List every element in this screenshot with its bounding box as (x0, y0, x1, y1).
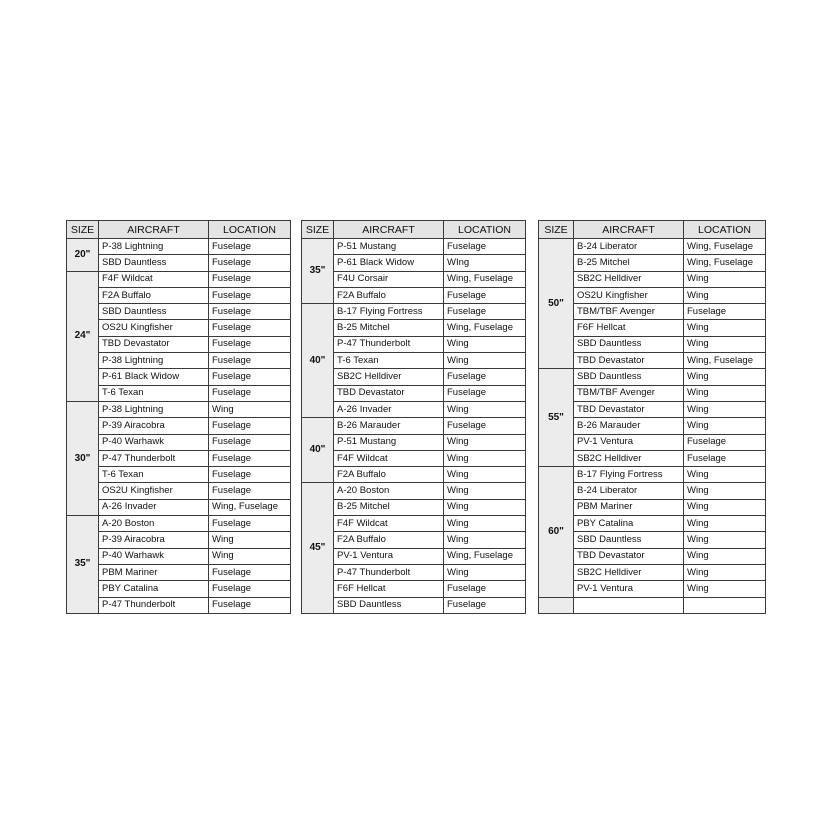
location-cell: Fuselage (444, 239, 526, 255)
aircraft-cell: PV-1 Ventura (574, 434, 684, 450)
table-row (67, 564, 291, 580)
table-row (67, 532, 291, 548)
location-cell: Wing, Fuselage (684, 353, 766, 369)
aircraft-cell: SBD Dauntless (574, 532, 684, 548)
table-row (302, 499, 526, 515)
location-cell: Fuselage (209, 597, 291, 613)
table-row (67, 271, 291, 287)
aircraft-cell: B-25 Mitchel (574, 255, 684, 271)
table-row (302, 516, 526, 532)
location-cell: Fuselage (209, 353, 291, 369)
location-cell: Wing (684, 287, 766, 303)
size-cell: 45" (302, 483, 334, 613)
aircraft-cell: OS2U Kingfisher (574, 287, 684, 303)
table-row (67, 401, 291, 417)
table-row (302, 434, 526, 450)
table-row (67, 255, 291, 271)
size-cell (539, 597, 574, 613)
aircraft-cell: SBD Dauntless (99, 255, 209, 271)
table-row (539, 336, 766, 352)
aircraft-cell: P-39 Airacobra (99, 532, 209, 548)
location-cell: Fuselage (209, 581, 291, 597)
aircraft-cell: PBM Mariner (99, 564, 209, 580)
size-cell: 40" (302, 304, 334, 418)
location-cell: Wing (684, 564, 766, 580)
location-cell: Fuselage (444, 581, 526, 597)
location-cell: Fuselage (209, 434, 291, 450)
aircraft-cell: SBD Dauntless (574, 369, 684, 385)
table-row (67, 597, 291, 613)
aircraft-cell: TBM/TBF Avenger (574, 304, 684, 320)
location-cell: Wing, Fuselage (684, 255, 766, 271)
table-row (539, 532, 766, 548)
table-row (302, 353, 526, 369)
table-row (67, 548, 291, 564)
location-cell: Fuselage (209, 467, 291, 483)
table-row (67, 450, 291, 466)
size-cell: 35" (67, 516, 99, 614)
size-table-3 (538, 220, 766, 614)
location-cell: Fuselage (209, 418, 291, 434)
table-row (67, 483, 291, 499)
aircraft-cell: F4F Wildcat (334, 516, 444, 532)
aircraft-cell: P-38 Lightning (99, 239, 209, 255)
aircraft-cell: F4U Corsair (334, 271, 444, 287)
location-cell: Fuselage (209, 450, 291, 466)
header-row (539, 221, 766, 239)
aircraft-cell (574, 597, 684, 613)
aircraft-cell: SBD Dauntless (334, 597, 444, 613)
location-cell: Wing (444, 467, 526, 483)
table-row (302, 255, 526, 271)
aircraft-cell: SBD Dauntless (574, 336, 684, 352)
size-table-1 (66, 220, 291, 614)
aircraft-cell: SBD Dauntless (99, 304, 209, 320)
table-row (539, 597, 766, 613)
aircraft-cell: P-47 Thunderbolt (99, 450, 209, 466)
location-cell: Wing (444, 564, 526, 580)
aircraft-cell: B-26 Marauder (574, 418, 684, 434)
aircraft-cell: SB2C Helldiver (574, 564, 684, 580)
size-cell: 24" (67, 271, 99, 401)
location-cell: Wing (209, 401, 291, 417)
aircraft-cell: P-40 Warhawk (99, 434, 209, 450)
location-cell: Wing (684, 499, 766, 515)
table-row (302, 483, 526, 499)
header-row (302, 221, 526, 239)
location-cell: Wing (444, 516, 526, 532)
table-row (302, 369, 526, 385)
location-cell: Wing (684, 548, 766, 564)
location-cell: Wing (684, 418, 766, 434)
location-cell: Wing (444, 401, 526, 417)
aircraft-cell: F2A Buffalo (334, 532, 444, 548)
table-row (539, 287, 766, 303)
size-header: SIZE (302, 221, 334, 239)
location-cell: Fuselage (209, 385, 291, 401)
table-row (539, 255, 766, 271)
location-cell: Wing (444, 434, 526, 450)
size-table-2 (301, 220, 526, 614)
table-row (67, 304, 291, 320)
aircraft-cell: F4F Wildcat (334, 450, 444, 466)
location-cell: Wing, Fuselage (209, 499, 291, 515)
table-row (539, 499, 766, 515)
table-body (67, 239, 291, 614)
location-cell: Fuselage (209, 483, 291, 499)
location-header: LOCATION (684, 221, 766, 239)
table-row (67, 385, 291, 401)
location-cell: Wing (684, 467, 766, 483)
aircraft-cell: T-6 Texan (99, 467, 209, 483)
aircraft-cell: A-26 Invader (334, 401, 444, 417)
location-cell: Wing (209, 548, 291, 564)
aircraft-cell: P-38 Lightning (99, 401, 209, 417)
aircraft-cell: F4F Wildcat (99, 271, 209, 287)
aircraft-cell: TBD Devastator (574, 401, 684, 417)
location-cell: Wing (684, 516, 766, 532)
table-row (539, 483, 766, 499)
table-row (67, 336, 291, 352)
table-row (302, 597, 526, 613)
location-cell (684, 597, 766, 613)
location-cell: Wing, Fuselage (444, 548, 526, 564)
aircraft-cell: A-20 Boston (99, 516, 209, 532)
table-row (67, 239, 291, 255)
location-cell: Wing (444, 532, 526, 548)
aircraft-cell: P-61 Black Widow (334, 255, 444, 271)
location-cell: Wing (444, 450, 526, 466)
location-cell: Fuselage (684, 434, 766, 450)
aircraft-header: AIRCRAFT (334, 221, 444, 239)
aircraft-cell: B-25 Mitchel (334, 320, 444, 336)
table-row (67, 287, 291, 303)
location-cell: Fuselage (209, 564, 291, 580)
aircraft-header: AIRCRAFT (574, 221, 684, 239)
size-cell: 55" (539, 369, 574, 467)
aircraft-cell: TBM/TBF Avenger (574, 385, 684, 401)
size-cell: 35" (302, 239, 334, 304)
table-row (539, 385, 766, 401)
aircraft-cell: SB2C Helldiver (574, 271, 684, 287)
aircraft-cell: F6F Hellcat (334, 581, 444, 597)
table-row (67, 516, 291, 532)
location-cell: Fuselage (209, 516, 291, 532)
location-cell: Wing (444, 499, 526, 515)
aircraft-cell: F2A Buffalo (334, 287, 444, 303)
aircraft-cell: B-17 Flying Fortress (574, 467, 684, 483)
location-cell: Fuselage (209, 255, 291, 271)
aircraft-cell: T-6 Texan (99, 385, 209, 401)
table-row (302, 418, 526, 434)
table-row (302, 320, 526, 336)
location-cell: Fuselage (209, 271, 291, 287)
aircraft-cell: SB2C Helldiver (574, 450, 684, 466)
location-cell: Fuselage (209, 369, 291, 385)
aircraft-cell: B-17 Flying Fortress (334, 304, 444, 320)
location-cell: Fuselage (444, 597, 526, 613)
table-row (539, 304, 766, 320)
table-row (67, 581, 291, 597)
location-cell: Wing, Fuselage (444, 271, 526, 287)
aircraft-cell: A-26 Invader (99, 499, 209, 515)
aircraft-cell: SB2C Helldiver (334, 369, 444, 385)
aircraft-cell: OS2U Kingfisher (99, 320, 209, 336)
table-row (539, 239, 766, 255)
aircraft-cell: TBD Devastator (99, 336, 209, 352)
table-row (539, 548, 766, 564)
aircraft-cell: P-61 Black Widow (99, 369, 209, 385)
table-row (302, 581, 526, 597)
location-cell: Fuselage (444, 369, 526, 385)
location-cell: Wing, Fuselage (684, 239, 766, 255)
location-cell: Fuselage (209, 239, 291, 255)
table-row (539, 320, 766, 336)
aircraft-cell: P-47 Thunderbolt (99, 597, 209, 613)
aircraft-cell: B-24 Liberator (574, 239, 684, 255)
table-row (539, 450, 766, 466)
aircraft-cell: TBD Devastator (574, 353, 684, 369)
table-row (67, 418, 291, 434)
location-cell: Fuselage (444, 385, 526, 401)
size-cell: 60" (539, 467, 574, 597)
location-cell: Fuselage (684, 304, 766, 320)
aircraft-cell: P-51 Mustang (334, 239, 444, 255)
location-cell: Fuselage (684, 450, 766, 466)
aircraft-cell: B-25 Mitchel (334, 499, 444, 515)
table-row (539, 467, 766, 483)
size-header: SIZE (67, 221, 99, 239)
location-header: LOCATION (444, 221, 526, 239)
aircraft-cell: F2A Buffalo (99, 287, 209, 303)
table-row (302, 385, 526, 401)
aircraft-cell: OS2U Kingfisher (99, 483, 209, 499)
location-cell: Fuselage (209, 320, 291, 336)
location-cell: Wing (684, 385, 766, 401)
location-cell: Fuselage (209, 287, 291, 303)
table-row (539, 418, 766, 434)
table-row (67, 369, 291, 385)
aircraft-cell: P-47 Thunderbolt (334, 336, 444, 352)
aircraft-cell: T-6 Texan (334, 353, 444, 369)
aircraft-cell: P-47 Thunderbolt (334, 564, 444, 580)
location-cell: Fuselage (444, 287, 526, 303)
location-cell: Wing (684, 271, 766, 287)
location-cell: Wing (684, 336, 766, 352)
aircraft-cell: P-51 Mustang (334, 434, 444, 450)
aircraft-cell: TBD Devastator (574, 548, 684, 564)
table-row (302, 287, 526, 303)
aircraft-cell: A-20 Boston (334, 483, 444, 499)
table-row (539, 271, 766, 287)
table-row (302, 548, 526, 564)
table-row (539, 434, 766, 450)
table-row (302, 304, 526, 320)
table-row (302, 564, 526, 580)
aircraft-cell: F6F Hellcat (574, 320, 684, 336)
table-row (539, 369, 766, 385)
location-cell: Wing, Fuselage (444, 320, 526, 336)
aircraft-cell: PV-1 Ventura (574, 581, 684, 597)
aircraft-cell: B-26 Marauder (334, 418, 444, 434)
table-body (302, 239, 526, 614)
location-cell: Wing (684, 320, 766, 336)
header-row (67, 221, 291, 239)
aircraft-cell: F2A Buffalo (334, 467, 444, 483)
table-row (539, 516, 766, 532)
table-row (539, 581, 766, 597)
location-cell: Fuselage (444, 418, 526, 434)
size-header: SIZE (539, 221, 574, 239)
table-row (67, 353, 291, 369)
table-body (539, 239, 766, 614)
aircraft-header: AIRCRAFT (99, 221, 209, 239)
table-row (302, 532, 526, 548)
location-cell: Wing (684, 369, 766, 385)
size-cell: 20" (67, 239, 99, 272)
size-cell: 30" (67, 401, 99, 515)
aircraft-cell: P-39 Airacobra (99, 418, 209, 434)
table-row (302, 467, 526, 483)
table-row (67, 434, 291, 450)
location-cell: Fuselage (444, 304, 526, 320)
table-row (302, 401, 526, 417)
aircraft-cell: B-24 Liberator (574, 483, 684, 499)
table-row (302, 239, 526, 255)
location-cell: Wing (684, 581, 766, 597)
aircraft-cell: PBY Catalina (99, 581, 209, 597)
table-row (302, 450, 526, 466)
size-cell: 50" (539, 239, 574, 369)
location-header: LOCATION (209, 221, 291, 239)
location-cell: Fuselage (209, 304, 291, 320)
table-row (67, 467, 291, 483)
location-cell: Fuselage (209, 336, 291, 352)
table-row (67, 320, 291, 336)
location-cell: WIng (444, 255, 526, 271)
table-row (302, 336, 526, 352)
aircraft-cell: PBY Catalina (574, 516, 684, 532)
location-cell: Wing (684, 483, 766, 499)
aircraft-cell: TBD Devastator (334, 385, 444, 401)
table-row (302, 271, 526, 287)
location-cell: Wing (444, 353, 526, 369)
aircraft-cell: PV-1 Ventura (334, 548, 444, 564)
location-cell: Wing (209, 532, 291, 548)
size-cell: 40" (302, 418, 334, 483)
table-row (539, 401, 766, 417)
table-row (67, 499, 291, 515)
aircraft-cell: P-40 Warhawk (99, 548, 209, 564)
location-cell: Wing (444, 483, 526, 499)
aircraft-cell: P-38 Lightning (99, 353, 209, 369)
table-row (539, 353, 766, 369)
location-cell: Wing (684, 401, 766, 417)
location-cell: Wing (684, 532, 766, 548)
aircraft-cell: PBM Mariner (574, 499, 684, 515)
table-row (539, 564, 766, 580)
location-cell: Wing (444, 336, 526, 352)
